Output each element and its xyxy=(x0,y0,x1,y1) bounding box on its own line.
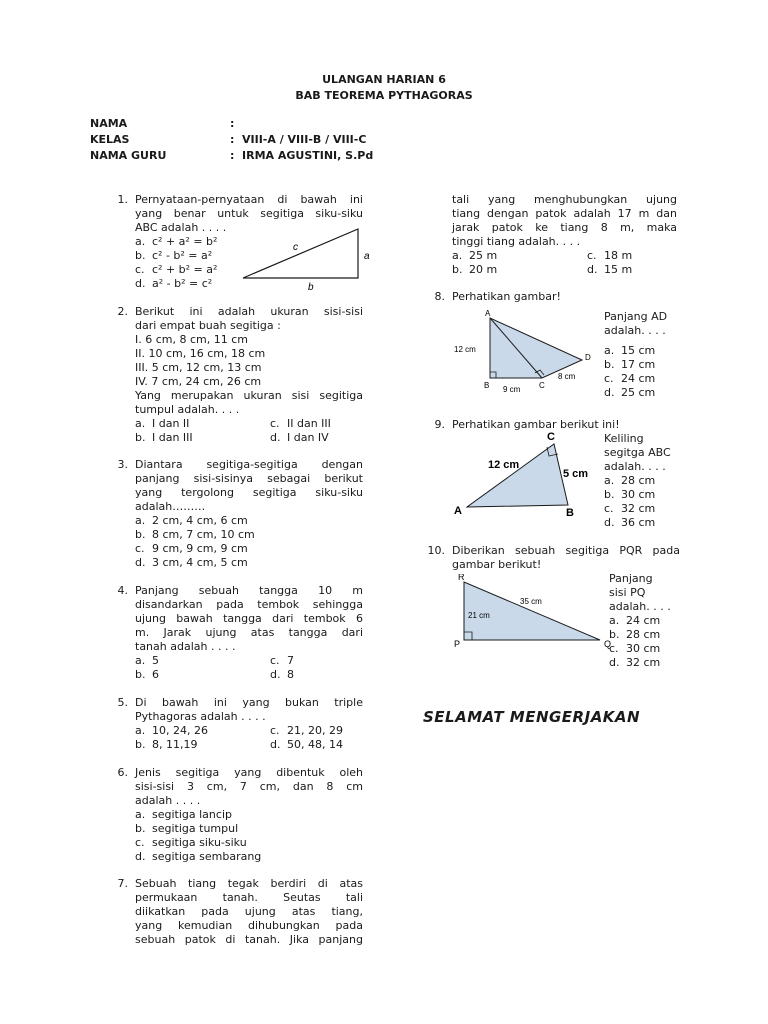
answer-option[interactable]: b. segitiga tumpul xyxy=(135,822,239,835)
question-stem: Sebuah tiang tegak berdiri di atas xyxy=(135,877,363,890)
question-10-side xyxy=(609,572,689,670)
identity-value: IRMA AGUSTINI, S.Pd xyxy=(242,149,374,162)
side-ac-label: 12 cm xyxy=(488,459,520,471)
question-number: 1. xyxy=(117,193,128,206)
question-stem: tumpul adalah. . . . xyxy=(135,403,240,416)
side-cb-label: 5 cm xyxy=(563,468,589,480)
question-number: 5. xyxy=(117,696,128,709)
vertex-c-label: C xyxy=(547,431,555,443)
closing-message: SELAMAT MENGERJAKAN xyxy=(423,708,641,726)
question-stem: Pythagoras adalah . . . . xyxy=(135,710,266,723)
answer-option[interactable]: c. 7 xyxy=(270,654,294,667)
question-stem: Yang merupakan ukuran sisi segitiga xyxy=(135,389,363,402)
question-stem: yang kemudian dihubungkan pada xyxy=(135,919,363,932)
question-number: 10. xyxy=(427,544,445,557)
question-stem: Panjang sebuah tangga 10 m xyxy=(135,584,363,597)
triangle-shape xyxy=(243,229,358,278)
question-stem: Pernyataan-pernyataan di bawah ini xyxy=(135,193,363,206)
student-identity xyxy=(90,116,373,164)
vertex-a-label: A xyxy=(454,505,462,517)
question-stem: adalah……… xyxy=(135,500,206,513)
identity-separator: : xyxy=(230,149,235,162)
question-number: 7. xyxy=(117,877,128,890)
question-9-side xyxy=(604,432,684,530)
answer-option[interactable]: b. I dan III xyxy=(135,431,193,444)
question-stem: Di bawah ini yang bukan triple xyxy=(135,696,363,709)
side-cd-label: 8 cm xyxy=(558,372,576,381)
identity-row-teacher xyxy=(90,148,373,164)
question-number: 4. xyxy=(117,584,128,597)
question-stem: ujung bawah tangga dari tembok 6 xyxy=(135,612,363,625)
answer-option[interactable]: c. 9 cm, 9 cm, 9 cm xyxy=(135,542,248,555)
answer-option[interactable]: a. I dan II xyxy=(135,417,190,430)
question-stem: yang tergolong segitiga siku-siku xyxy=(135,486,363,499)
triangle-item: II. 10 cm, 16 cm, 18 cm xyxy=(135,347,266,360)
question-stem: sisi-sisi 3 cm, 7 cm, dan 8 cm xyxy=(135,780,363,793)
question-stem: disandarkan pada tembok sehingga xyxy=(135,598,363,611)
answer-option[interactable]: d. 50, 48, 14 xyxy=(270,738,343,751)
question-stem: adalah. . . . xyxy=(609,600,671,613)
question-stem: Keliling xyxy=(604,432,644,445)
answer-option[interactable]: a. 15 cm xyxy=(604,344,656,357)
question-number: 3. xyxy=(117,458,128,471)
answer-option[interactable]: a. 10, 24, 26 xyxy=(135,724,208,737)
vertex-q-label: Q xyxy=(604,639,612,649)
side-label-c: c xyxy=(293,242,298,253)
question-stem: Berikut ini adalah ukuran sisi-sisi xyxy=(135,305,363,318)
triangle-item: I. 6 cm, 8 cm, 11 cm xyxy=(135,333,248,346)
question-stem: yang benar untuk segitiga siku-siku xyxy=(135,207,363,220)
answer-option[interactable]: c. 21, 20, 29 xyxy=(270,724,343,737)
answer-option[interactable]: c. II dan III xyxy=(270,417,331,430)
answer-option[interactable]: c. 18 m xyxy=(587,249,633,262)
vertex-p-label: P xyxy=(454,639,461,649)
question-stem: ABC adalah . . . . xyxy=(135,221,227,234)
vertex-b-label: B xyxy=(566,507,574,519)
answer-option[interactable]: b. 6 xyxy=(135,668,159,681)
question-stem: Panjang xyxy=(609,572,653,585)
answer-option[interactable]: a. 2 cm, 4 cm, 6 cm xyxy=(135,514,248,527)
answer-option[interactable]: d. 36 cm xyxy=(604,516,656,529)
identity-separator: : xyxy=(230,133,235,146)
answer-option[interactable]: d. 25 cm xyxy=(604,386,656,399)
answer-option[interactable]: a. c² + a² = b² xyxy=(135,235,218,248)
question-stem: adalah. . . . xyxy=(604,460,666,473)
identity-row-class xyxy=(90,132,373,148)
identity-separator: : xyxy=(230,117,235,130)
identity-label: NAMA GURU xyxy=(90,149,167,162)
identity-label: KELAS xyxy=(90,133,130,146)
question-stem: tali yang menghubungkan ujung xyxy=(452,193,677,206)
question-stem: sebuah patok di tanah. Jika panjang xyxy=(135,933,363,946)
question-number: 6. xyxy=(117,766,128,779)
question-7-continued xyxy=(452,193,677,277)
vertex-d-label: D xyxy=(585,353,591,362)
question-stem: tinggi tiang adalah. . . . xyxy=(452,235,581,248)
triangle-shape xyxy=(467,444,568,507)
question-stem: diikatkan pada ujung atas tiang, xyxy=(135,905,363,918)
identity-value: VIII-A / VIII-B / VIII-C xyxy=(242,133,367,146)
answer-option[interactable]: d. 32 cm xyxy=(609,656,661,669)
answer-option[interactable]: b. 8, 11,19 xyxy=(135,738,198,751)
answer-option[interactable]: b. 30 cm xyxy=(604,488,656,501)
identity-row-name xyxy=(90,116,373,132)
vertex-r-label: R xyxy=(458,574,465,582)
quadrilateral-figure xyxy=(450,310,600,395)
answer-option[interactable]: a. 5 xyxy=(135,654,159,667)
answer-option[interactable]: c. segitiga siku-siku xyxy=(135,836,247,849)
side-rq-label: 35 cm xyxy=(520,597,542,606)
question-stem: Panjang AD xyxy=(604,310,668,323)
question-8-side xyxy=(604,310,684,400)
answer-option[interactable]: d. 8 xyxy=(270,668,294,681)
question-number: 9. xyxy=(434,418,445,431)
vertex-c-label: C xyxy=(539,381,545,390)
exam-title: ULANGAN HARIAN 6 xyxy=(322,73,446,86)
question-stem: tiang dengan patok adalah 17 m dan xyxy=(452,207,677,220)
side-rp-label: 21 cm xyxy=(468,611,490,620)
answer-option[interactable]: b. c² - b² = a² xyxy=(135,249,213,262)
triangle-abc-figure xyxy=(450,430,600,520)
question-stem: Perhatikan gambar! xyxy=(452,290,561,303)
answer-option[interactable]: a. segitiga lancip xyxy=(135,808,232,821)
vertex-b-label: B xyxy=(484,381,490,390)
side-ab-label: 12 cm xyxy=(454,345,476,354)
right-triangle-figure xyxy=(238,223,373,293)
answer-option[interactable]: c. 30 cm xyxy=(609,642,661,655)
question-stem: adalah. . . . xyxy=(604,324,666,337)
question-stem: Jenis segitiga yang dibentuk oleh xyxy=(135,766,363,779)
answer-option[interactable]: b. 20 m xyxy=(452,263,498,276)
answer-option[interactable]: a. 28 cm xyxy=(604,474,656,487)
answer-option[interactable]: b. 28 cm xyxy=(609,628,661,641)
question-stem: m. Jarak ujung atas tangga dari xyxy=(135,626,363,639)
question-stem: segitga ABC xyxy=(604,446,671,459)
triangle-item: IV. 7 cm, 24 cm, 26 cm xyxy=(135,375,262,388)
answer-option[interactable]: d. a² - b² = c² xyxy=(135,277,213,290)
question-stem: panjang sisi-sisinya sebagai berikut xyxy=(135,472,363,485)
question-stem: permukaan tanah. Seutas tali xyxy=(135,891,363,904)
answer-option[interactable]: b. 17 cm xyxy=(604,358,656,371)
question-stem: dari empat buah segitiga : xyxy=(135,319,281,332)
question-stem: Diantara segitiga-segitiga dengan xyxy=(135,458,363,471)
answer-option[interactable]: c. c² + b² = a² xyxy=(135,263,218,276)
identity-label: NAMA xyxy=(90,117,128,130)
answer-option[interactable]: d. segitiga sembarang xyxy=(135,850,262,863)
question-stem: Perhatikan gambar berikut ini! xyxy=(452,418,620,431)
answer-option[interactable]: a. 24 cm xyxy=(609,614,661,627)
question-stem: tanah adalah . . . . xyxy=(135,640,236,653)
answer-option[interactable]: c. 24 cm xyxy=(604,372,656,385)
question-stem: Diberikan sebuah segitiga PQR pada xyxy=(452,544,680,557)
answer-option[interactable]: d. I dan IV xyxy=(270,431,329,444)
quadrilateral-shape xyxy=(490,318,582,378)
question-stem: sisi PQ xyxy=(609,586,646,599)
side-bc-label: 9 cm xyxy=(503,385,521,394)
question-number: 8. xyxy=(434,290,445,303)
exam-header xyxy=(0,72,768,104)
exam-subtitle: BAB TEOREMA PYTHAGORAS xyxy=(295,89,473,102)
answer-option[interactable]: b. 8 cm, 7 cm, 10 cm xyxy=(135,528,255,541)
answer-option[interactable]: a. 25 m xyxy=(452,249,498,262)
side-label-a: a xyxy=(364,251,370,262)
question-number: 2. xyxy=(117,305,128,318)
question-stem: gambar berikut! xyxy=(452,558,542,571)
triangle-item: III. 5 cm, 12 cm, 13 cm xyxy=(135,361,262,374)
question-stem: jarak patok ke tiang 8 m, maka xyxy=(452,221,677,234)
triangle-pqr-figure xyxy=(450,574,620,654)
answer-option[interactable]: c. 32 cm xyxy=(604,502,656,515)
side-label-b: b xyxy=(308,282,314,293)
answer-option[interactable]: d. 3 cm, 4 cm, 5 cm xyxy=(135,556,248,569)
vertex-a-label: A xyxy=(485,310,491,318)
answer-option[interactable]: d. 15 m xyxy=(587,263,633,276)
question-stem: adalah . . . . xyxy=(135,794,201,807)
